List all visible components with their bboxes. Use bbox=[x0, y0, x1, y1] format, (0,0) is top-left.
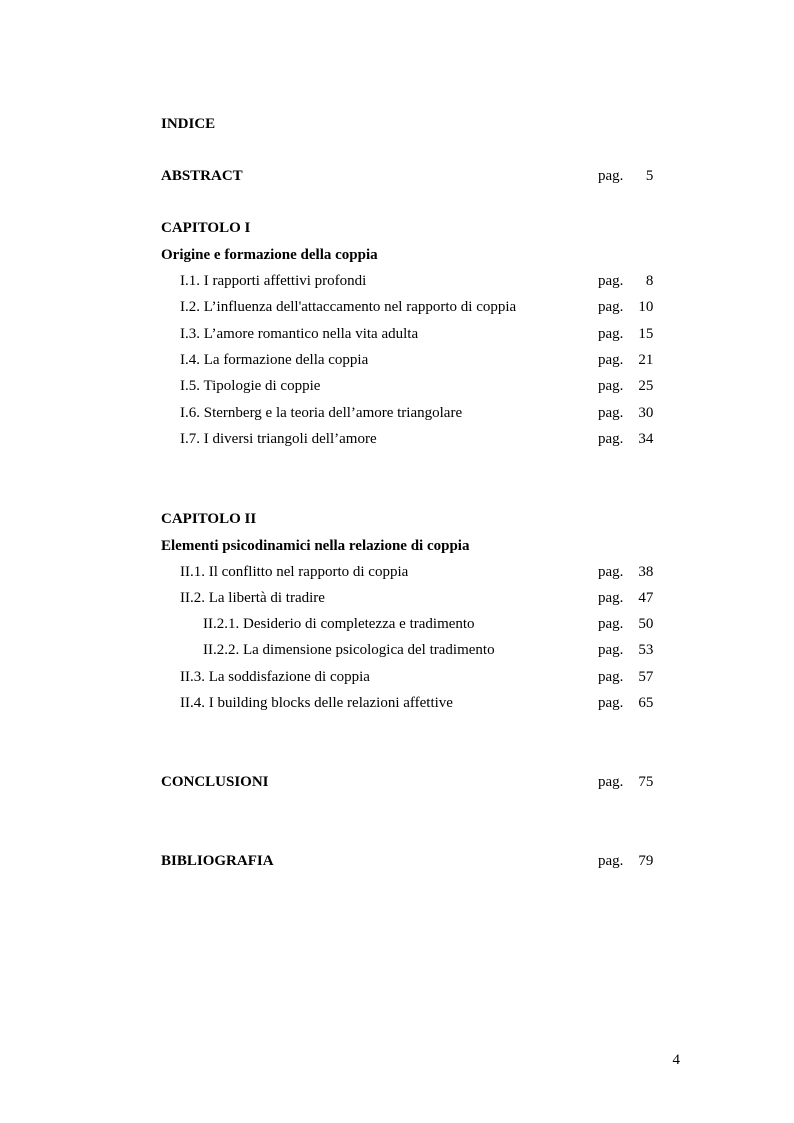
toc-entry bbox=[0, 667, 794, 687]
entry-page-number: 65 bbox=[638, 695, 654, 711]
entry-page-ref: pag. 5 bbox=[598, 168, 654, 184]
entry-label: I.2. L’influenza dell'attaccamento nel rapporto di coppia bbox=[180, 299, 517, 315]
toc-entry bbox=[0, 403, 794, 423]
entry-page-ref: pag. 30 bbox=[598, 405, 654, 421]
entry-label: II.4. I building blocks delle relazioni affettive bbox=[180, 695, 453, 711]
entry-label: II.3. La soddisfazione di coppia bbox=[180, 669, 370, 685]
toc-entry bbox=[0, 297, 794, 317]
toc-entry bbox=[0, 693, 794, 713]
toc-entry bbox=[0, 271, 794, 291]
entry-page-ref: pag. 38 bbox=[598, 564, 654, 580]
entry-page-ref: pag. 53 bbox=[598, 642, 654, 658]
entry-page-number: 25 bbox=[638, 378, 654, 394]
entry-page-ref: pag. 47 bbox=[598, 590, 654, 606]
toc-entry-conclusions bbox=[0, 772, 794, 792]
chapter1-heading-line bbox=[0, 218, 794, 238]
entry-page-number: 57 bbox=[638, 669, 654, 685]
entry-page-ref: pag. 34 bbox=[598, 431, 654, 447]
toc-entry bbox=[0, 562, 794, 582]
toc-entry-abstract bbox=[0, 166, 794, 186]
toc-title-line bbox=[0, 114, 794, 134]
toc-entry-bibliography bbox=[0, 851, 794, 871]
entry-page-ref: pag. 8 bbox=[598, 273, 654, 289]
entry-page-ref: pag. 10 bbox=[598, 299, 654, 315]
entry-label: I.4. La formazione della coppia bbox=[180, 352, 369, 368]
entry-page-number: 50 bbox=[638, 616, 654, 632]
entry-label: I.5. Tipologie di coppie bbox=[180, 378, 321, 394]
chapter1-subtitle: Origine e formazione della coppia bbox=[161, 247, 378, 263]
entry-label: II.2.1. Desiderio di completezza e tradimento bbox=[203, 616, 475, 632]
entry-page-ref: pag. 57 bbox=[598, 669, 654, 685]
entry-page-number: 53 bbox=[638, 642, 654, 658]
chapter1-subtitle-line bbox=[0, 245, 794, 265]
entry-page-number: 79 bbox=[638, 853, 654, 869]
chapter2-subtitle-line bbox=[0, 536, 794, 556]
entry-page-number: 5 bbox=[645, 168, 654, 184]
entry-label: II.2. La libertà di tradire bbox=[180, 590, 325, 606]
entry-page-number: 75 bbox=[638, 774, 654, 790]
chapter2-heading-line bbox=[0, 509, 794, 529]
entry-page-number: 10 bbox=[638, 299, 654, 315]
chapter2-subtitle: Elementi psicodinamici nella relazione di coppia bbox=[161, 538, 470, 554]
entry-label: I.6. Sternberg e la teoria dell’amore triangolare bbox=[180, 405, 463, 421]
entry-page-number: 30 bbox=[638, 405, 654, 421]
entry-page-ref: pag. 25 bbox=[598, 378, 654, 394]
entry-page-ref: pag. 79 bbox=[598, 853, 654, 869]
entry-label: I.1. I rapporti affettivi profondi bbox=[180, 273, 367, 289]
toc-entry bbox=[0, 588, 794, 608]
toc-entry bbox=[0, 376, 794, 396]
toc-entry bbox=[0, 324, 794, 344]
entry-page-number: 15 bbox=[638, 326, 654, 342]
toc-entry bbox=[0, 350, 794, 370]
entry-label: I.7. I diversi triangoli dell’amore bbox=[180, 431, 377, 447]
entry-label: II.2.2. La dimensione psicologica del tradimento bbox=[203, 642, 495, 658]
toc-entry bbox=[0, 614, 794, 634]
page-number: 4 bbox=[672, 1052, 680, 1068]
toc-entry bbox=[0, 640, 794, 660]
entry-page-number: 47 bbox=[638, 590, 654, 606]
entry-page-number: 38 bbox=[638, 564, 654, 580]
entry-page-number: 8 bbox=[645, 273, 654, 289]
entry-page-ref: pag. 21 bbox=[598, 352, 654, 368]
entry-label: II.1. Il conflitto nel rapporto di coppia bbox=[180, 564, 409, 580]
entry-label: CONCLUSIONI bbox=[161, 774, 269, 790]
entry-page-ref: pag. 65 bbox=[598, 695, 654, 711]
entry-page-number: 34 bbox=[638, 431, 654, 447]
entry-label: ABSTRACT bbox=[161, 168, 243, 184]
chapter1-heading: CAPITOLO I bbox=[161, 220, 251, 236]
entry-page-ref: pag. 50 bbox=[598, 616, 654, 632]
toc-title: INDICE bbox=[161, 116, 216, 132]
toc-entry bbox=[0, 429, 794, 449]
entry-page-ref: pag. 15 bbox=[598, 326, 654, 342]
chapter2-heading: CAPITOLO II bbox=[161, 511, 257, 527]
entry-label: I.3. L’amore romantico nella vita adulta bbox=[180, 326, 419, 342]
entry-page-ref: pag. 75 bbox=[598, 774, 654, 790]
entry-label: BIBLIOGRAFIA bbox=[161, 853, 274, 869]
entry-page-number: 21 bbox=[638, 352, 654, 368]
